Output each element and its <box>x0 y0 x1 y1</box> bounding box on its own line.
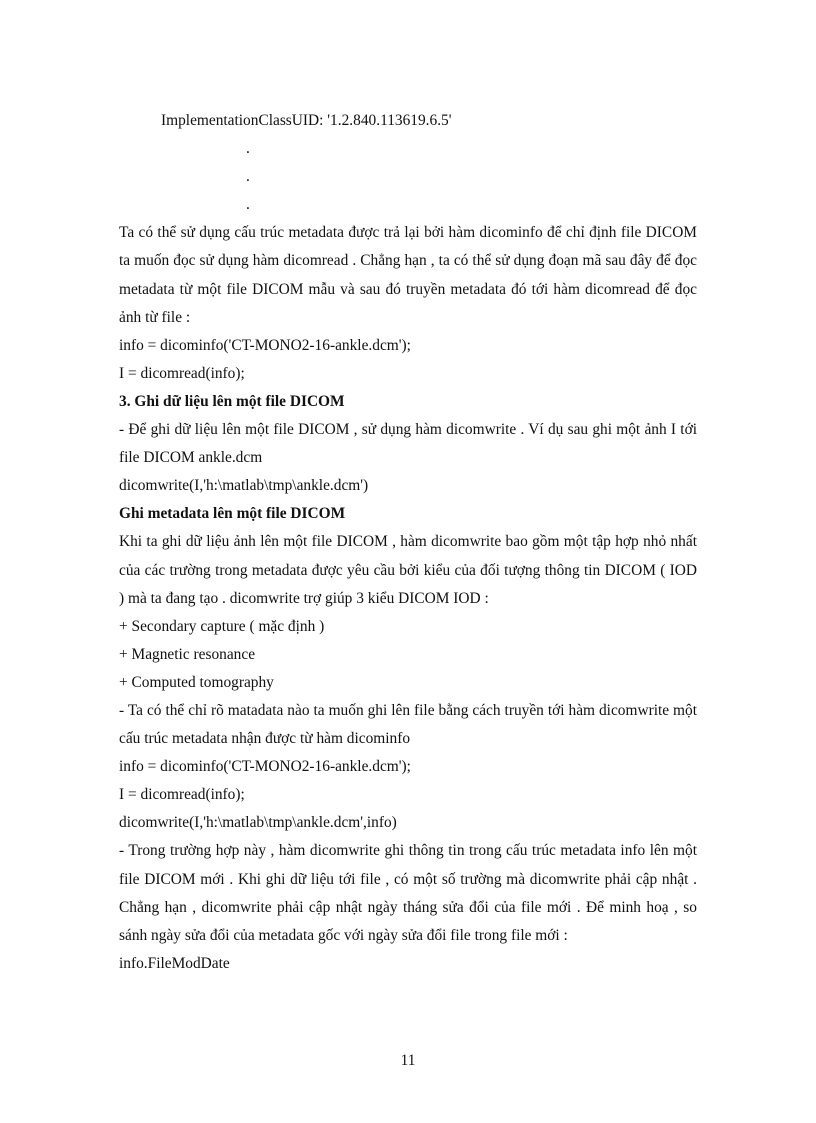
page-number: 11 <box>400 1052 416 1069</box>
ellipsis-dot-3: . <box>246 196 250 214</box>
implementation-uid-line: ImplementationClassUID: '1.2.840.113619.6.5' <box>161 112 452 129</box>
paragraph-update-fields: - Trong trường hợp này , hàm dicomwrite ghi thông tin trong cấu trúc metadata info lên một file DICOM mới . Khi ghi dữ liệu tới file , có một số trường mà dicomwrite phải cập nhật . Chẳng hạn , dicomwrite phải cập nhật ngày tháng sửa đổi của file mới . Để minh hoạ , so sánh ngày sửa đổi của metadata gốc với ngày sửa đổi file trong file mới : <box>119 842 697 944</box>
paragraph-metadata-struct: - Ta có thể chỉ rõ matadata nào ta muốn ghi lên file bằng cách truyền tới hàm dicomwrite một cấu trúc metadata nhận được từ hàm dicominfo <box>119 701 697 748</box>
code-line-filemoddate: info.FileModDate <box>119 954 230 972</box>
subheading-metadata: Ghi metadata lên một file DICOM <box>119 505 346 523</box>
page-body <box>119 107 697 978</box>
code-line-dicominfo: info = dicominfo('CT-MONO2-16-ankle.dcm'); <box>119 336 411 354</box>
ellipsis-dot-1: . <box>246 140 250 158</box>
ellipsis-dot-2: . <box>246 168 250 186</box>
code-line-dicominfo-2: info = dicominfo('CT-MONO2-16-ankle.dcm'); <box>119 758 411 776</box>
list-item-secondary-capture: + Secondary capture ( mặc định ) <box>119 617 325 635</box>
list-item-magnetic-resonance: + Magnetic resonance <box>119 645 256 663</box>
code-line-dicomwrite-info: dicomwrite(I,'h:\matlab\tmp\ankle.dcm',info) <box>119 814 397 832</box>
paragraph-dicomwrite: - Để ghi dữ liệu lên một file DICOM , sử dụng hàm dicomwrite . Ví dụ sau ghi một ảnh I tới file DICOM ankle.dcm <box>119 421 697 467</box>
section-heading-write: 3. Ghi dữ liệu lên một file DICOM <box>119 392 345 410</box>
list-item-computed-tomography: + Computed tomography <box>119 673 274 691</box>
code-line-dicomread-2: I = dicomread(info); <box>119 786 245 804</box>
code-line-dicomread: I = dicomread(info); <box>119 364 245 382</box>
paragraph-dicominfo: Ta có thể sử dụng cấu trúc metadata được trả lại bởi hàm dicominfo để chỉ định file DICOM ta muốn đọc sử dụng hàm dicomread . Chẳng hạn , ta có thể sử dụng đoạn mã sau đây để đọc metadata từ một file DICOM mẫu và sau đó truyền metadata đó tới hàm dicomread để đọc ảnh từ file : <box>119 224 697 326</box>
code-line-dicomwrite: dicomwrite(I,'h:\matlab\tmp\ankle.dcm') <box>119 477 369 495</box>
paragraph-iod: Khi ta ghi dữ liệu ảnh lên một file DICOM , hàm dicomwrite bao gồm một tập hợp nhỏ nhất của các trường trong metadata được yêu cầu bởi kiểu của đối tượng thông tin DICOM ( IOD ) mà ta đang tạo . dicomwrite trợ giúp 3 kiểu DICOM IOD : <box>119 533 697 607</box>
